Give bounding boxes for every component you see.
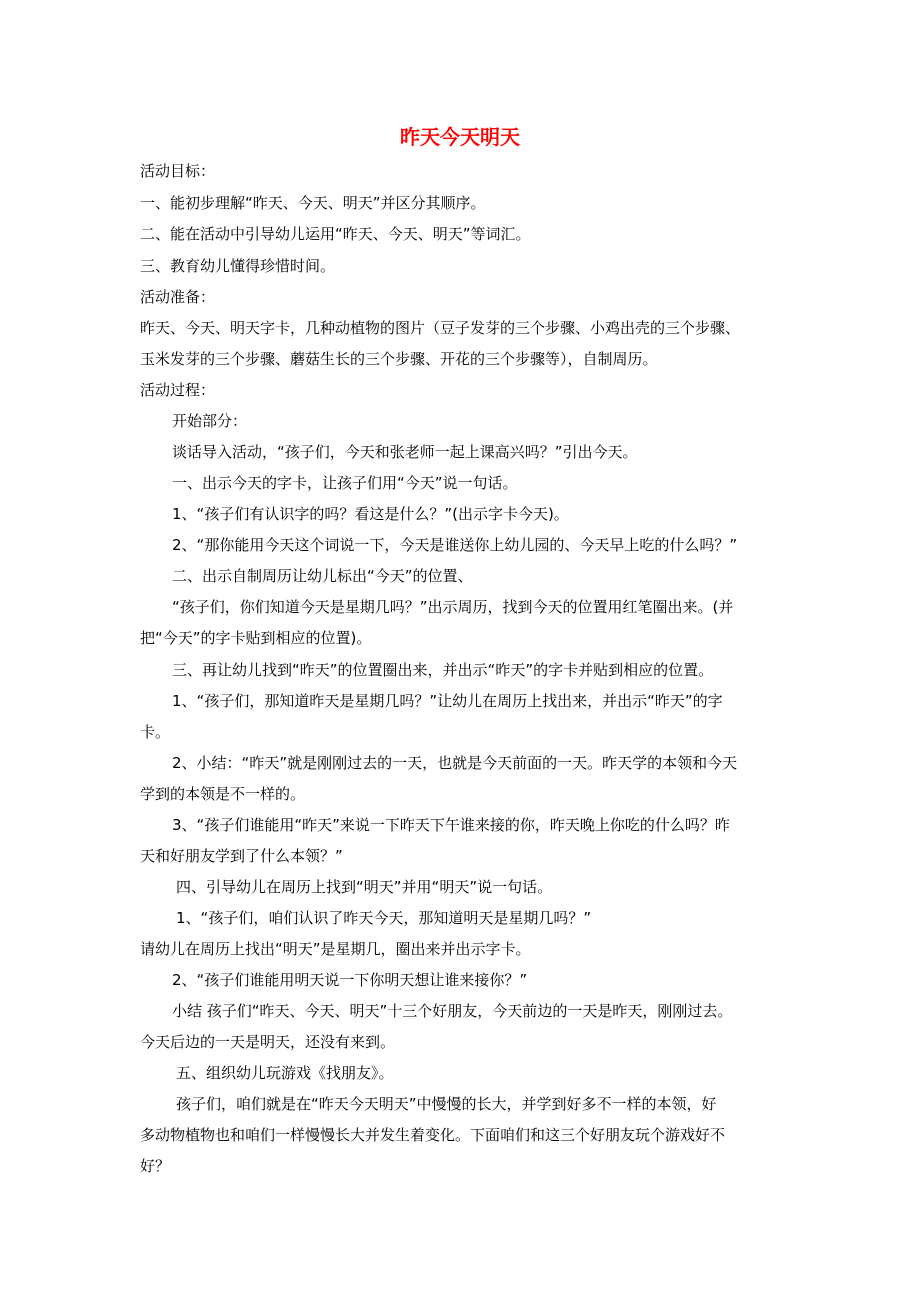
text-line: 把“今天”的字卡贴到相应的位置)。: [140, 629, 372, 647]
text-line: 三、再让幼儿找到“昨天”的位置圈出来，并出示“昨天”的字卡并贴到相应的位置。: [172, 661, 714, 679]
text-line: 今天后边的一天是明天，还没有来到。: [140, 1033, 396, 1051]
text-line: 四、引导幼儿在周历上找到“明天”并用“明天”说一句话。: [176, 878, 553, 896]
text-line: 二、出示自制周历让幼儿标出“今天”的位置、: [172, 567, 473, 585]
text-line: 好？: [140, 1157, 171, 1175]
text-line: 多动物植物也和咱们一样慢慢长大并发生着变化。下面咱们和这三个好朋友玩个游戏好不: [140, 1126, 726, 1144]
text-line: 1、“孩子们有认识字的吗？看这是什么？”(出示字卡今天)。: [172, 505, 569, 523]
text-line: 三、教育幼儿懂得珍惜时间。: [140, 257, 336, 275]
text-line: 开始部分：: [172, 412, 248, 430]
text-line: 五、组织幼儿玩游戏《找朋友》。: [176, 1064, 394, 1082]
text-line: 卡。: [140, 723, 171, 741]
text-line: 2、小结：“昨天”就是刚刚过去的一天，也就是今天前面的一天。昨天学的本领和今天: [172, 754, 738, 772]
text-line: 1、“孩子们，咱们认识了昨天今天，那知道明天是星期几吗？”: [176, 909, 592, 927]
text-line: 2、“孩子们谁能用明天说一下你明天想让谁来接你？”: [172, 971, 528, 989]
text-line: 玉米发芽的三个步骤、蘑菇生长的三个步骤、开花的三个步骤等），自制周历。: [140, 350, 658, 368]
text-line: 一、出示今天的字卡，让孩子们用“今天”说一句话。: [172, 474, 518, 492]
text-line: 请幼儿在周历上找出“明天”是星期几，圈出来并出示字卡。: [140, 940, 531, 958]
text-line: 天和好朋友学到了什么本领？”: [140, 847, 343, 865]
text-line: “孩子们，你们知道今天是星期几吗？”出示周历，找到今天的位置用红笔圈出来。(并: [172, 598, 734, 616]
text-line: 一、能初步理解“昨天、今天、明天”并区分其顺序。: [140, 194, 486, 212]
text-line: 二、能在活动中引导幼儿运用“昨天、今天、明天”等词汇。: [140, 225, 531, 243]
text-line: 1、“孩子们，那知道昨天是星期几吗？”让幼儿在周历上找出来，并出示“昨天”的字: [172, 692, 723, 710]
text-line: 活动准备：: [140, 288, 216, 306]
text-line: 谈话导入活动，“孩子们，今天和张老师一起上课高兴吗？”引出今天。: [172, 443, 638, 461]
text-line: 2、“那你能用今天这个词说一下，今天是谁送你上幼儿园的、今天早上吃的什么吗？”: [172, 536, 738, 554]
text-line: 活动目标：: [140, 162, 216, 180]
text-line: 昨天、今天、明天字卡，几种动植物的图片（豆子发芽的三个步骤、小鸡出壳的三个步骤、: [140, 319, 741, 337]
text-line: 学到的本领是不一样的。: [140, 785, 306, 803]
document-title: 昨天今天明天: [400, 125, 520, 149]
text-line: 小结 孩子们“昨天、今天、明天”十三个好朋友，今天前边的一天是昨天，刚刚过去。: [172, 1002, 733, 1020]
text-line: 孩子们，咱们就是在“昨天今天明天”中慢慢的长大，并学到好多不一样的本领，好: [176, 1095, 717, 1113]
text-line: 3、“孩子们谁能用“昨天”来说一下昨天下午谁来接的你，昨天晚上你吃的什么吗？昨: [172, 816, 730, 834]
text-line: 活动过程：: [140, 381, 216, 399]
